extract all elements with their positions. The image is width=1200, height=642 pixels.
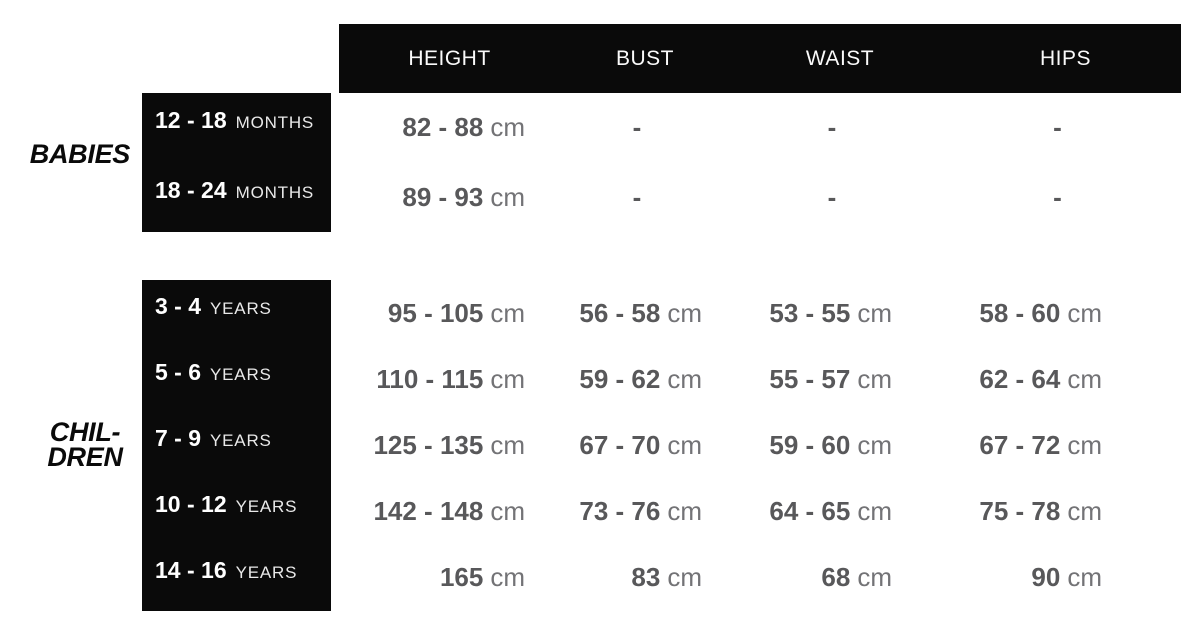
hips-cell (942, 562, 1173, 593)
unit-label: cm (857, 363, 892, 394)
unit-label: cm (1067, 429, 1102, 460)
unit-label: cm (667, 496, 702, 527)
table-row (142, 163, 1181, 233)
bust-cell (552, 298, 722, 329)
table-row (142, 93, 1181, 163)
age-range-cell (142, 359, 331, 386)
age-unit: MONTHS (235, 182, 315, 202)
babies-section-label-line: BABIES (29, 139, 130, 169)
waist-cell (722, 112, 942, 143)
bust-cell (552, 112, 722, 143)
column-header-bust: BUST (615, 46, 674, 70)
bust-cell (552, 430, 722, 461)
age-unit: YEARS (210, 430, 272, 450)
bust-value: 73 - 76 (579, 496, 661, 527)
bust-value: 59 - 62 (579, 363, 661, 394)
hips-value: 62 - 64 (979, 363, 1061, 394)
babies-section-label (0, 141, 130, 168)
age-range-cell (142, 107, 331, 134)
unit-label: cm (490, 297, 525, 328)
unit-label: cm (667, 363, 702, 394)
age-range: 10 - 12 (155, 491, 227, 518)
table-row (142, 545, 1181, 611)
waist-cell (722, 298, 942, 329)
hips-value: 90 (1031, 562, 1061, 593)
waist-cell (722, 496, 942, 527)
hips-value: 67 - 72 (979, 429, 1061, 460)
table-header (339, 24, 1181, 93)
age-unit: YEARS (235, 497, 298, 517)
age-range-cell (142, 177, 331, 204)
unit-label: cm (1067, 297, 1102, 328)
unit-label: cm (667, 562, 702, 593)
unit-label: cm (490, 429, 525, 460)
age-range: 12 - 18 (155, 107, 227, 134)
waist-cell (722, 430, 942, 461)
column-header-height: HEIGHT (408, 46, 491, 70)
unit-label: cm (857, 496, 892, 527)
waist-value: 68 (821, 562, 851, 593)
age-unit: YEARS (210, 298, 272, 318)
hips-cell (942, 112, 1173, 143)
age-range-cell (142, 557, 331, 584)
age-range: 14 - 16 (155, 557, 227, 584)
age-range: 7 - 9 (155, 424, 202, 451)
waist-value: - (827, 112, 837, 143)
age-unit: MONTHS (235, 113, 315, 133)
children-section-label-line: CHIL- (49, 417, 121, 447)
height-cell (331, 112, 552, 143)
waist-value: 59 - 60 (769, 429, 851, 460)
unit-label: cm (490, 363, 525, 394)
bust-value: - (632, 112, 642, 143)
waist-value: - (827, 181, 837, 212)
hips-value: 75 - 78 (979, 496, 1061, 527)
children-section-label-line: DREN (47, 442, 123, 472)
bust-value: - (632, 181, 642, 212)
children-section-label (20, 417, 150, 472)
bust-cell (552, 182, 722, 213)
hips-cell (942, 496, 1173, 527)
height-value: 125 - 135 (373, 429, 484, 460)
hips-cell (942, 182, 1173, 213)
unit-label: cm (1067, 562, 1102, 593)
unit-label: cm (490, 181, 525, 212)
height-cell (331, 182, 552, 213)
unit-label: cm (667, 297, 702, 328)
hips-value: 58 - 60 (979, 297, 1061, 328)
unit-label: cm (1067, 496, 1102, 527)
height-cell (331, 298, 552, 329)
bust-cell (552, 364, 722, 395)
height-cell (331, 364, 552, 395)
bust-value: 56 - 58 (579, 297, 661, 328)
unit-label: cm (490, 496, 525, 527)
age-unit: YEARS (210, 364, 272, 384)
hips-cell (942, 364, 1173, 395)
unit-label: cm (1067, 363, 1102, 394)
bust-cell (552, 496, 722, 527)
height-value: 89 - 93 (402, 181, 484, 212)
table-row (142, 280, 1181, 346)
age-unit: YEARS (235, 563, 298, 583)
column-header-hips: HIPS (1039, 46, 1091, 70)
age-range: 3 - 4 (155, 292, 202, 319)
waist-value: 53 - 55 (769, 297, 851, 328)
height-value: 82 - 88 (402, 112, 484, 143)
waist-cell (722, 182, 942, 213)
height-value: 110 - 115 (376, 363, 484, 394)
hips-cell (942, 430, 1173, 461)
height-value: 95 - 105 (387, 297, 484, 328)
age-range: 18 - 24 (155, 176, 227, 203)
unit-label: cm (857, 562, 892, 593)
unit-label: cm (490, 112, 525, 143)
hips-value: - (1053, 181, 1062, 212)
height-value: 165 (439, 562, 484, 593)
age-range-cell (142, 491, 331, 518)
age-range: 5 - 6 (155, 358, 202, 385)
column-header-waist: WAIST (805, 46, 875, 70)
unit-label: cm (490, 562, 525, 593)
waist-value: 55 - 57 (769, 363, 851, 394)
height-cell (331, 496, 552, 527)
unit-label: cm (857, 429, 892, 460)
waist-cell (722, 364, 942, 395)
height-value: 142 - 148 (373, 496, 484, 527)
hips-value: - (1053, 112, 1062, 143)
age-range-cell (142, 425, 331, 452)
unit-label: cm (857, 297, 892, 328)
bust-value: 67 - 70 (579, 429, 661, 460)
bust-cell (552, 562, 722, 593)
waist-value: 64 - 65 (769, 496, 851, 527)
bust-value: 83 (631, 562, 661, 593)
height-cell (331, 562, 552, 593)
table-row (142, 479, 1181, 545)
height-cell (331, 430, 552, 461)
table-row (142, 412, 1181, 478)
unit-label: cm (667, 429, 702, 460)
hips-cell (942, 298, 1173, 329)
age-range-cell (142, 293, 331, 320)
table-row (142, 346, 1181, 412)
waist-cell (722, 562, 942, 593)
